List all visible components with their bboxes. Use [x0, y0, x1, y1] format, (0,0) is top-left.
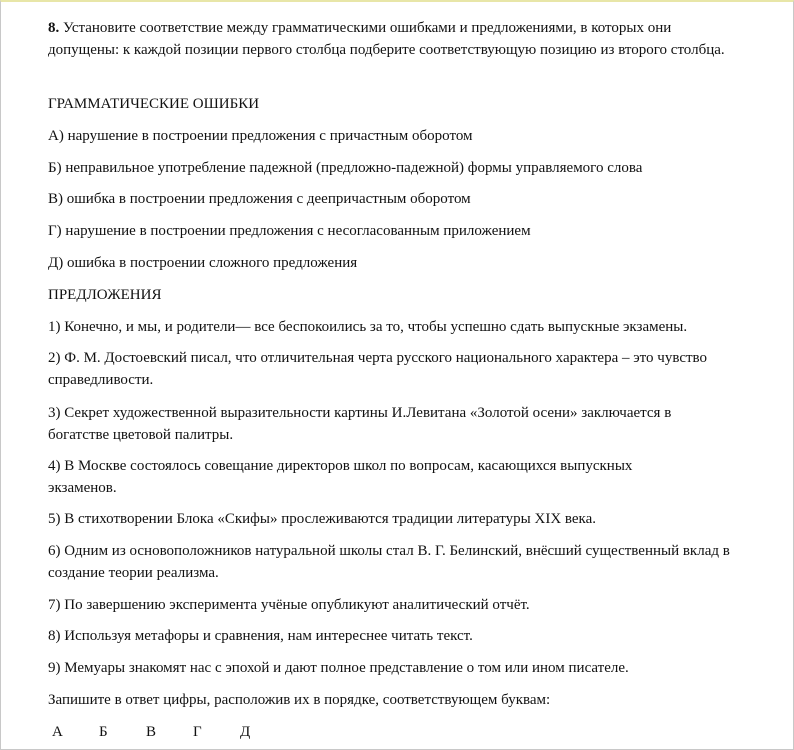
answer-letter-g: Г — [193, 724, 202, 740]
error-item: А) нарушение в построении предложения с причастным оборотом — [48, 128, 473, 144]
sentence-item: 4) В Москве состоялось совещание директоров школ по вопросам, касающихся выпускных экзаменов. — [48, 458, 633, 496]
sentence-item: 9) Мемуары знакомят нас с эпохой и дают полное представление о том или ином писателе. — [48, 660, 629, 676]
sentence-item: 5) В стихотворении Блока «Скифы» прослеживаются традиции литературы XIX века. — [48, 511, 597, 527]
error-item: В) ошибка в построении предложения с деепричастным оборотом — [48, 191, 471, 207]
answer-letters — [52, 724, 287, 741]
sentence-item: 7) По завершению эксперимента учёные опубликуют аналитический отчёт. — [48, 597, 530, 613]
answer-prompt: Запишите в ответ цифры, расположив их в порядке, соответствующем буквам: — [48, 692, 551, 708]
errors-heading: ГРАММАТИЧЕСКИЕ ОШИБКИ — [48, 96, 260, 112]
task-instruction — [48, 17, 728, 61]
error-item: Д) ошибка в построении сложного предложения — [48, 255, 358, 271]
sentence-item: 1) Конечно, и мы, и родители— все беспокоились за то, чтобы успешно сдать выпускные экзамены. — [48, 319, 688, 335]
answer-letter-d: Д — [240, 724, 251, 740]
answer-letter-b: Б — [99, 724, 108, 740]
instruction-text: Установите соответствие между грамматическими ошибками и предложениями, в которых они допущены: к каждой позиции первого столбца подберите соответствующую позицию из второго столбца. — [48, 20, 725, 58]
sentence-item: 8) Используя метафоры и сравнения, нам интереснее читать текст. — [48, 628, 473, 644]
sentence-item: 6) Одним из основоположников натуральной школы стал В. Г. Белинский, внёсший существенный вклад в создание теории реализма. — [48, 543, 730, 581]
error-item: Б) неправильное употребление падежной (предложно-падежной) формы управляемого слова — [48, 160, 643, 176]
sentences-heading: ПРЕДЛОЖЕНИЯ — [48, 287, 162, 303]
sentence-item: 3) Секрет художественной выразительности картины И.Левитана «Золотой осени» заключается в богатстве цветовой палитры. — [48, 405, 672, 443]
sentence-item: 2) Ф. М. Достоевский писал, что отличительная черта русского национального характера – это чувство справедливости. — [48, 350, 708, 388]
answer-letter-v: В — [146, 724, 157, 740]
task-number: 8. — [48, 20, 60, 36]
answer-letter-a: А — [52, 724, 63, 740]
error-item: Г) нарушение в построении предложения с несогласованным приложением — [48, 223, 531, 239]
